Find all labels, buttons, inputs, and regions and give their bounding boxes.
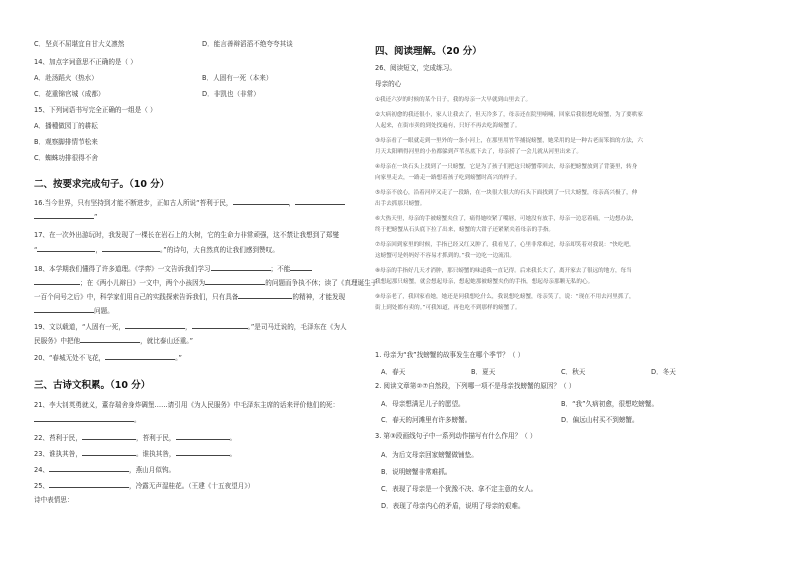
rq1-option-d[interactable]: D．冬天 (651, 368, 676, 376)
passage-p5-line-1: ⑤母亲不放心，沿着河岸又走了一段路，在一块很大很大的石头下面找到了一只大螃蟹，母亲高兴极了，伸 (375, 190, 638, 196)
q16-line: 16.当今世界，只有坚持到才能不断进步，正如古人所说“苔利于民， ， (34, 198, 345, 207)
q19-line: 19、文以载道，“人固有一死， ， 。”是司马迁说的，毛泽东在《为人 (34, 323, 347, 331)
passage-p2-line-1: ②大病初愈的我还很小，家人让我去了，但天冷多了，母亲还在院里喃喃，回家后我很想吃螃蟹，为了要哄家 (375, 112, 643, 118)
q18-blank-2[interactable] (290, 264, 312, 271)
q17-blank-2[interactable] (102, 245, 160, 252)
q20-blank[interactable] (105, 353, 175, 360)
rq1-stem: 1. 母亲为“我”找螃蟹的故事发生在哪个季节？（ ） (375, 351, 525, 359)
rq3-stem: 3. 第③段画线句子中一系列动作描写有什么作用？（ ） (375, 432, 537, 440)
q16-line-2: ” (34, 212, 97, 221)
q25-line: 25、 ，冷露无声湿桂花。（王建《十五夜望月》） (34, 482, 255, 490)
q18-blank-5[interactable] (238, 292, 292, 299)
section-4-title: 四、阅读理解。（20 分） (375, 46, 482, 57)
q14-option-c: C．花重锦官城（成都） (34, 90, 105, 98)
q16-blank-3[interactable] (34, 212, 94, 219)
passage-p6-line-2: 终于把螃蟹从石头底下拉了出来，螃蟹的大钳子还紧紧夹着母亲的手指。 (375, 227, 555, 233)
rq1-option-b[interactable]: B．夏天 (471, 368, 496, 376)
q18-blank-3[interactable] (34, 278, 80, 285)
passage-p1: ①我还六岁的时候的某个日子，我的母亲一大早就到山里去了。 (375, 97, 532, 103)
q21-blank[interactable] (34, 415, 134, 422)
q16-blank-1[interactable] (233, 198, 289, 205)
q15-stem: 15、下列词语书写完全正确的一组是（ ） (34, 106, 157, 114)
q23-line: 23、谁执其咎， 。谁执其咎， 。 (34, 450, 237, 458)
q18-blank-6[interactable] (34, 306, 94, 313)
q13-option-d: D．能言善辩滔滔不绝夸夸其谈 (202, 40, 293, 48)
rq2-option-c[interactable]: C．春天的河滩里有许多螃蟹。 (381, 416, 472, 424)
q14-option-a: A．赴汤蹈火（热水） (34, 74, 98, 82)
rq2-option-b[interactable]: B．“我”久病初愈，很想吃螃蟹。 (561, 400, 659, 408)
q18-line-4: 问题。 (34, 306, 114, 315)
passage-p3-line-1: ③母亲看了一眼就走到一里外的一条小河上，在那里用竹竿捕捉螃蟹，她采用的是一种古老而笨拙的方法，六 (375, 138, 643, 144)
q22-line: 22、苔利于民， ，苔利于民， 。 (34, 434, 237, 442)
rq2-stem: 2. 阅读文章第②⑦自然段，下列哪一项不是母亲找螃蟹的原因？（ ） (375, 382, 576, 390)
passage-p4-line-1: ④母亲在一块石头上找到了一只螃蟹，它是为了孩子们把这只螃蟹带回去，母亲把螃蟹放到了背篓里，转身 (375, 164, 638, 170)
q21-line-2: 。 (34, 415, 141, 424)
q16-blank-2[interactable] (295, 198, 345, 205)
q15-option-c: C．蜘蛛功排很得不舍 (34, 154, 98, 162)
section-2-title: 二、按要求完成句子。（10 分） (34, 179, 170, 190)
rq2-option-d[interactable]: D．偏远山村买不到螃蟹。 (561, 416, 639, 424)
q23-blank-2[interactable] (176, 449, 230, 456)
q15-option-b: B．观察脚排情节松来 (34, 138, 98, 146)
q15-option-a: A．播種做园丁的耕耘 (34, 122, 98, 130)
passage-p2-line-2: 人起来，在街市卖的到处找遍有，只好不再去吃海螃蟹了。 (375, 123, 521, 129)
q25-note: 诗中表情思： (34, 496, 74, 504)
q21-line: 21、李大钊英勇就义，董存瑞舍身炸碉堡……请引用《为人民服务》中毛泽东主席的话来评价他们的死： (34, 401, 340, 409)
q20-line: 20、“春城无处不飞花， 。” (34, 354, 182, 362)
q19-blank-2[interactable] (192, 322, 248, 329)
q23-blank-1[interactable] (82, 449, 136, 456)
passage-p7-line-2: 这螃蟹可是妈妈好不容易才抓到的。”我一边吃一边流泪。 (375, 253, 515, 259)
q25-blank[interactable] (49, 481, 129, 488)
q18-line-2: ；在《两小儿辩日》一文中，两个小孩因为 的问题而争执不休；读了《真理诞生于 (34, 278, 377, 287)
q17-line: 17、在一次外出游玩时，我发现了一棵长在岩石上的大树，它的生命力非常顽强，这不禁让我想到了郑燮 (34, 231, 340, 239)
rq3-option-b[interactable]: B．说明螃蟹非常难抓。 (381, 468, 452, 476)
section-3-title: 三、古诗文积累。（10 分） (34, 380, 151, 391)
passage-title: 母亲的心 (375, 80, 402, 88)
q18-line-3: 一百个问号之后》中，科学家们用自己的实践探索告诉我们，只有具备 的精神，才能发现 (34, 293, 346, 301)
passage-p8-line-1: ⑧母亲的手指好几天才消肿，那只螃蟹的味道我一直记得。后来我长大了，离开家去了很远的地方，每当 (375, 268, 632, 274)
rq2-option-a[interactable]: A．母亲想满足儿子的愿望。 (381, 400, 465, 408)
passage-p9-line-1: ⑨母亲老了，我回家看她，她还是问我想吃什么，我说想吃螃蟹，母亲笑了，说：“现在不用去河里抓了， (375, 294, 635, 300)
q17-line-2: “ ， 。”的诗句，大自然真的让我们感到赞叹。 (34, 246, 279, 254)
rq3-option-a[interactable]: A．为后文母亲回家螃蟹做铺垫。 (381, 451, 478, 459)
q22-blank-2[interactable] (176, 433, 230, 440)
q18-line: 18、本学期我们懂得了许多道理。《学弈》一文告诉我们学习 ；不能 (34, 264, 312, 273)
rq1-option-a[interactable]: A．春天 (381, 368, 406, 376)
passage-p8-line-2: 我想起那只螃蟹，就会想起母亲，想起她那被螃蟹夹伤的手指，想起母亲那颗无私的心。 (375, 279, 594, 285)
q19-line-2: 民服务》中把他 ，就比泰山还重。” (34, 337, 194, 345)
passage-p5-line-2: 出手去抓那只螃蟹。 (375, 201, 426, 207)
q24-blank[interactable] (49, 465, 129, 472)
q17-blank-1[interactable] (37, 245, 95, 252)
q18-blank-1[interactable] (211, 264, 271, 271)
q22-blank-1[interactable] (82, 433, 136, 440)
passage-p7-line-1: ⑦母亲回到家里的时候，手指已经又红又肿了，我看见了，心里非常难过，母亲却笑着对我说：“快吃吧， (375, 242, 635, 248)
q24-line: 24、 ，燕山月似钩。 (34, 466, 176, 474)
q14-stem: 14、加点字词意思不正确的是（ ） (34, 58, 137, 66)
q14-option-d: D．非凯也（非常） (202, 90, 260, 98)
passage-p9-line-2: 街上到处都有卖的。”可我知道，再也吃不到那样的螃蟹了。 (375, 305, 521, 311)
q19-blank-1[interactable] (125, 322, 185, 329)
q18-blank-4[interactable] (205, 278, 265, 285)
q14-option-b: B．人固有一死（本来） (202, 74, 273, 82)
passage-p4-line-2: 向家里走去，一路走一路想着孩子吃到螃蟹时高兴的样子。 (375, 175, 521, 181)
q26-stem: 26、阅读短文，完成练习。 (375, 64, 456, 72)
rq3-option-d[interactable]: D．表现了母亲内心的矛盾，说明了母亲的艰难。 (381, 502, 525, 510)
passage-p3-line-2: 月天太阳晒得河里的小鱼都躲到芦苇丛底下去了，母亲捞了一会儿就从河里出来了。 (375, 149, 582, 155)
q13-option-c: C．坚贞不屈堪宜自甘大义凛然 (34, 40, 125, 48)
passage-p6-line-1: ⑥大热天里，母亲的手被螃蟹夹住了，痛得她咬紧了嘴唇，可她没有放手，母亲一边忍着痛，一边想办法， (375, 216, 638, 222)
q19-blank-3[interactable] (80, 336, 140, 343)
rq1-option-c[interactable]: C．秋天 (561, 368, 586, 376)
rq3-option-c[interactable]: C．表现了母亲是一个犹豫不决、拿不定主意的女人。 (381, 485, 538, 493)
